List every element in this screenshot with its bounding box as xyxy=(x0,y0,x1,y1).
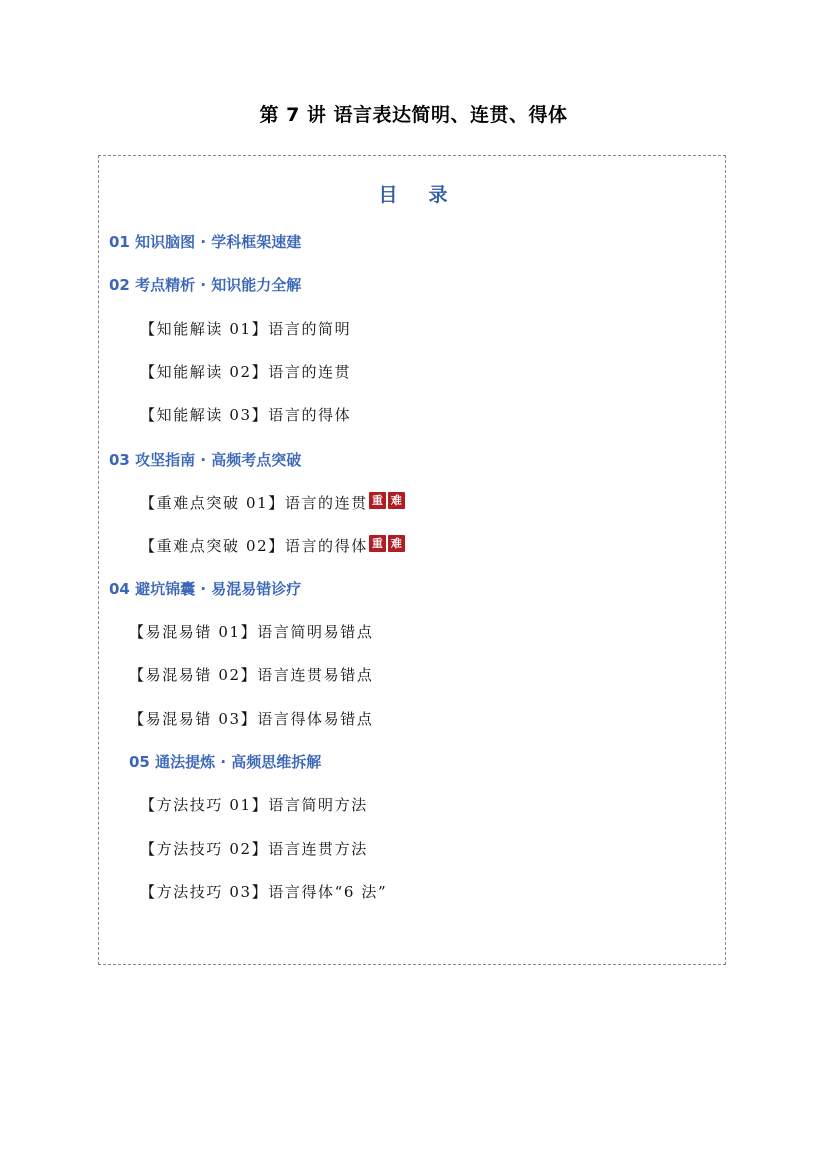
badge-zhong: 重 xyxy=(369,492,386,509)
toc-item[interactable]: 【知能解读 02】语言的连贯 xyxy=(140,363,352,381)
toc-item[interactable]: 【知能解读 01】语言的简明 xyxy=(140,320,352,338)
toc-item[interactable]: 【方法技巧 02】语言连贯方法 xyxy=(140,840,368,858)
toc-item[interactable] xyxy=(140,492,405,513)
toc-item[interactable]: 【易混易错 03】语言得体易错点 xyxy=(129,710,374,728)
toc-item[interactable]: 【知能解读 03】语言的得体 xyxy=(140,406,352,424)
badge-nan: 难 xyxy=(388,535,405,552)
badge-nan: 难 xyxy=(388,492,405,509)
toc-item-label: 【重难点突破 01】语言的连贯 xyxy=(140,494,368,512)
toc-section-01[interactable]: 01 知识脑图 · 学科框架速建 xyxy=(109,233,302,251)
toc-section-02[interactable]: 02 考点精析 · 知识能力全解 xyxy=(109,276,302,294)
badge-zhong: 重 xyxy=(369,535,386,552)
toc-section-05[interactable]: 05 通法提炼 · 高频思维拆解 xyxy=(129,753,322,771)
toc-item[interactable]: 【易混易错 02】语言连贯易错点 xyxy=(129,666,374,684)
toc-item[interactable]: 【方法技巧 03】语言得体“6 法” xyxy=(140,883,388,901)
toc-item[interactable]: 【方法技巧 01】语言简明方法 xyxy=(140,796,368,814)
toc-section-04[interactable]: 04 避坑锦囊 · 易混易错诊疗 xyxy=(109,580,302,598)
page-title: 第 7 讲 语言表达简明、连贯、得体 xyxy=(259,104,568,126)
toc-heading-char: 录 xyxy=(428,184,449,206)
toc-item-label: 【重难点突破 02】语言的得体 xyxy=(140,537,368,555)
toc-heading-char: 目 xyxy=(378,184,399,206)
toc-heading xyxy=(0,180,827,207)
toc-section-03[interactable]: 03 攻坚指南 · 高频考点突破 xyxy=(109,451,302,469)
toc-item[interactable] xyxy=(140,535,405,556)
toc-item[interactable]: 【易混易错 01】语言简明易错点 xyxy=(129,623,374,641)
